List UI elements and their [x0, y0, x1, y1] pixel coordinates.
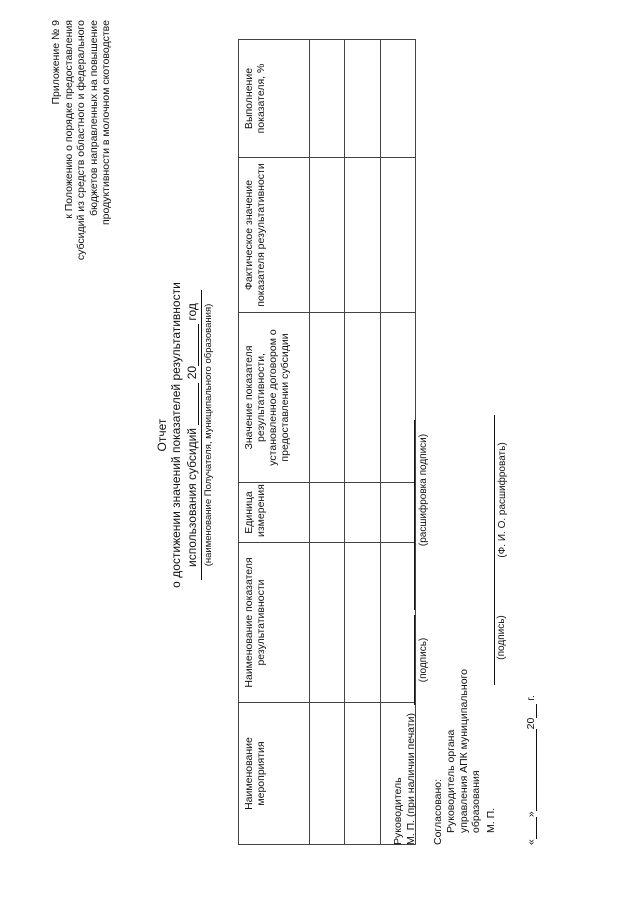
report-title: Отчет [155, 418, 169, 452]
agency-head-line-2: управления АПК муниципального [457, 669, 470, 833]
table-cell[interactable] [380, 158, 415, 313]
table-cell[interactable] [345, 543, 380, 703]
table-cell[interactable] [345, 483, 380, 543]
col-header-indicator: Наименование показателя результативности [239, 543, 310, 703]
col-header-activity: Наименование мероприятия [239, 703, 310, 845]
date-month-blank[interactable] [525, 729, 537, 811]
col-header-planned: Значение показателя результативности, установленное договором о предоставлении субсидии [239, 313, 310, 483]
report-period-row [185, 135, 199, 735]
date-open-quote: « [525, 839, 537, 845]
agency-head-line-1: Руководитель органа [445, 729, 457, 833]
recipient-caption: (наименование Получателя, муниципального образования) [201, 290, 214, 580]
report-title-block [155, 135, 214, 735]
period-blank [186, 383, 199, 425]
appendix-ref-3: бюджетов направленных на повышение [87, 20, 100, 216]
col-header-actual: Фактическое значение показателя результативности [239, 158, 310, 313]
agreed-label: Согласовано: [432, 778, 444, 845]
date-year-suffix: г. [525, 695, 537, 701]
table-cell[interactable] [345, 313, 380, 483]
table-cell[interactable] [310, 40, 345, 158]
agency-signature-line[interactable] [483, 590, 495, 685]
table-cell[interactable] [345, 40, 380, 158]
agency-head-label [445, 633, 483, 833]
table-row [345, 40, 380, 845]
table-cell[interactable] [310, 158, 345, 313]
leader-name-caption: (расшифровка подписи) [418, 433, 429, 547]
table-row [310, 40, 345, 845]
table-header-row [239, 40, 310, 845]
agency-name-caption: (Ф. И. О. расшифровать) [497, 442, 508, 558]
table-cell[interactable] [310, 313, 345, 483]
appendix-ref-2: субсидий из средств областного и федерального [75, 20, 88, 261]
leader-label: Руководитель [392, 777, 404, 845]
appendix-header [50, 20, 113, 330]
table-cell[interactable] [310, 483, 345, 543]
table-cell[interactable] [345, 703, 380, 845]
leader-name-line[interactable] [403, 420, 415, 610]
table-cell[interactable] [310, 703, 345, 845]
table-cell[interactable] [380, 40, 415, 158]
agency-seal-note: М. П. [485, 807, 497, 833]
col-header-completion: Выполнение показателя, % [239, 40, 310, 158]
appendix-number: Приложение № 9 [50, 20, 62, 105]
col-header-unit: Единица измерения [239, 483, 310, 543]
leader-signature-line[interactable] [403, 615, 415, 705]
table-cell[interactable] [345, 158, 380, 313]
date-year-prefix: 20 [525, 717, 537, 730]
date-row [525, 695, 537, 845]
indicators-table [238, 39, 416, 845]
agency-name-line[interactable] [483, 415, 495, 595]
date-close-quote: » [525, 811, 537, 818]
date-year-blank[interactable] [525, 704, 537, 718]
report-title-line-1: о достижении значений показателей результативности [169, 282, 183, 588]
date-day-blank[interactable] [525, 817, 537, 839]
table-cell[interactable] [310, 543, 345, 703]
seal-note: М. П. (при наличии печати) [405, 713, 417, 845]
period-year-prefix: 20 [185, 365, 199, 380]
report-title-line-2: использования субсидий [185, 427, 199, 567]
appendix-ref-1: к Положению о порядке предоставления [62, 20, 75, 219]
appendix-ref-4: продуктивности в молочном скотоводстве [100, 20, 113, 226]
leader-signature-caption: (подпись) [418, 637, 429, 683]
period-year-blank [186, 324, 199, 366]
period-year-suffix: год [185, 303, 199, 321]
agency-signature-caption: (подпись) [496, 615, 507, 660]
agency-head-line-3: образования [470, 770, 482, 833]
